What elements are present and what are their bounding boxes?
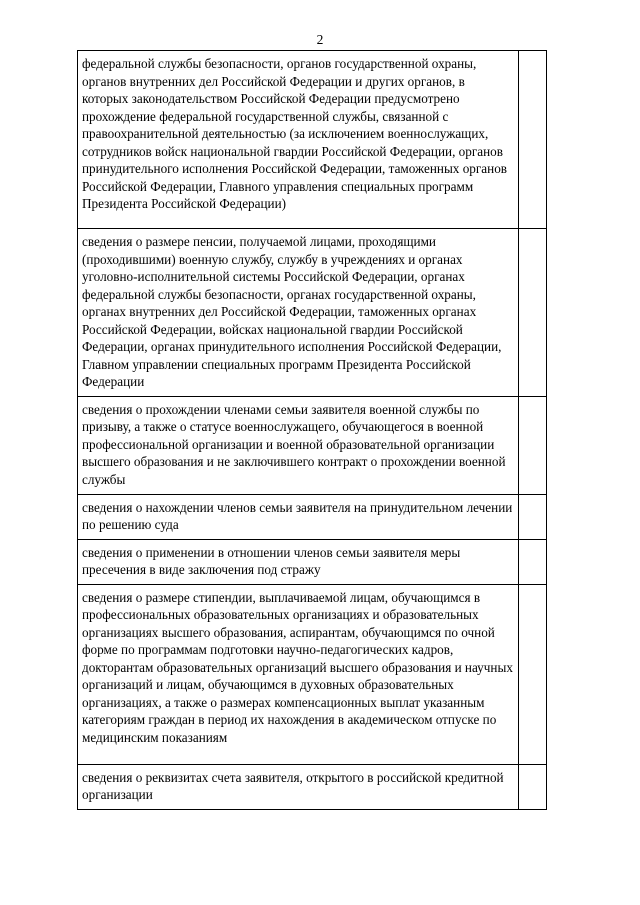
row-description: сведения о размере стипендии, выплачиваемой лицам, обучающимся в профессиональных образовательных организациях и образовательных организациях высшего образования, аспирантам, обучающимся по очной форме по программам подготовки научно-педагогических кадров, докторантам образовательных организаций высшего образования и научных организаций и лицам, обучающимся в духовных образовательных организациях, а также о размерах компенсационных выплат указанным категориям граждан в период их нахождения в академическом отпуске по медицинским показаниям xyxy=(78,584,519,764)
row-description: сведения о прохождении членами семьи заявителя военной службы по призыву, а также о статусе военнослужащего, обучающегося в военной профессиональной организации и военной образовательной организации высшего образования и не заключившего контракт о прохождении военной службы xyxy=(78,396,519,494)
table-row xyxy=(78,51,547,229)
row-mark-cell[interactable] xyxy=(519,539,547,584)
row-mark-cell[interactable] xyxy=(519,51,547,229)
table-row xyxy=(78,584,547,764)
row-description: сведения о реквизитах счета заявителя, открытого в российской кредитной организации xyxy=(78,764,519,809)
document-table xyxy=(77,50,547,810)
row-mark-cell[interactable] xyxy=(519,494,547,539)
table-row xyxy=(78,229,547,397)
row-mark-cell[interactable] xyxy=(519,764,547,809)
row-mark-cell[interactable] xyxy=(519,229,547,397)
table-row xyxy=(78,764,547,809)
page-number: 2 xyxy=(316,32,324,47)
table-row xyxy=(78,396,547,494)
table-row xyxy=(78,539,547,584)
row-mark-cell[interactable] xyxy=(519,396,547,494)
row-description: сведения о размере пенсии, получаемой лицами, проходящими (проходившими) военную службу, службу в учреждениях и органах уголовно-исполнительной системы Российской Федерации, органах федеральной службы безопасности, органах государственной охраны, органах внутренних дел Российской Федерации, таможенных органах Российской Федерации, войсках национальной гвардии Российской Федерации, органах принудительного исполнения Российской Федерации, Главном управлении специальных программ Президента Российской Федерации xyxy=(78,229,519,397)
row-description: сведения о применении в отношении членов семьи заявителя меры пресечения в виде заключения под стражу xyxy=(78,539,519,584)
row-description: федеральной службы безопасности, органов государственной охраны, органов внутренних дел Российской Федерации и других органов, в которых законодательством Российской Федерации предусмотрено прохождение федеральной государственной службы, связанной с правоохранительной деятельностью (за исключением военнослужащих, сотрудников войск национальной гвардии Российской Федерации, органов принудительного исполнения Российской Федерации, таможенных органов Российской Федерации, Главного управления специальных программ Президента Российской Федерации) xyxy=(78,51,519,229)
table-row xyxy=(78,494,547,539)
row-mark-cell[interactable] xyxy=(519,584,547,764)
row-description: сведения о нахождении членов семьи заявителя на принудительном лечении по решению суда xyxy=(78,494,519,539)
